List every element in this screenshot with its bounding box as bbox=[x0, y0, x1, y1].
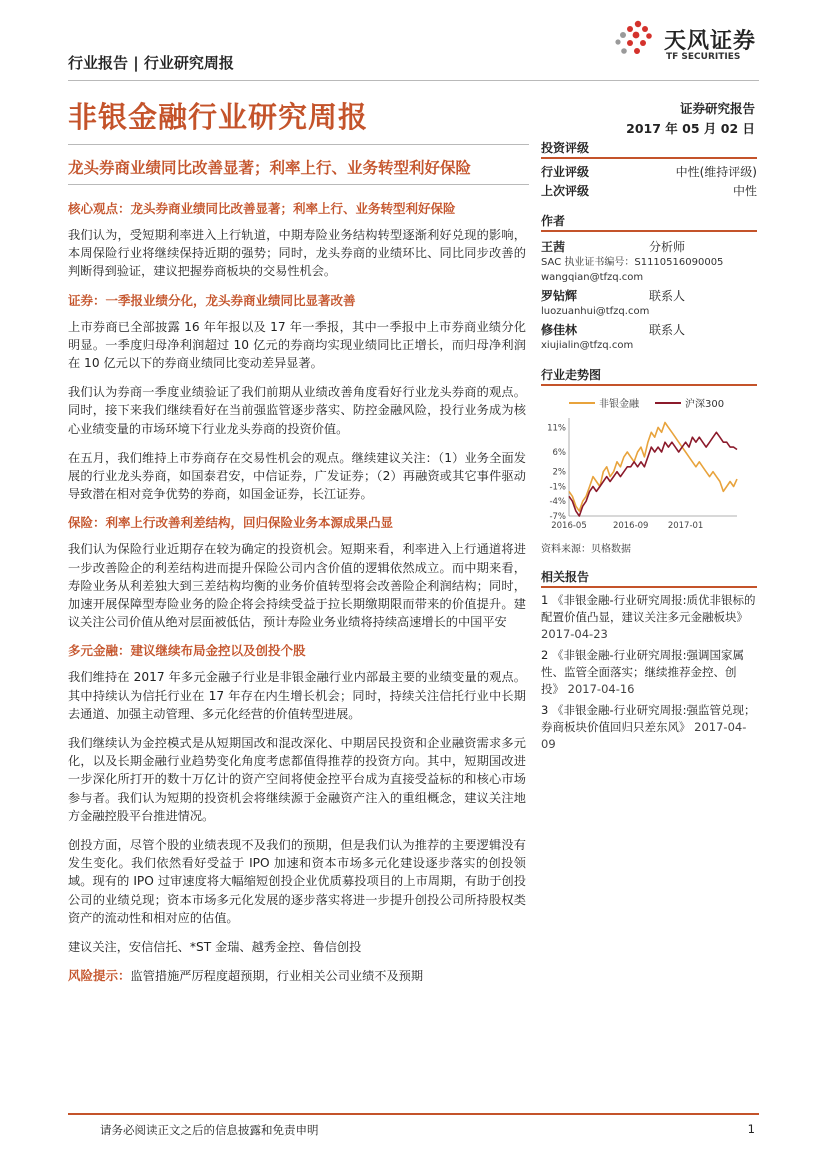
report-category: 行业报告 | 行业研究周报 bbox=[68, 54, 234, 72]
rating-key: 行业评级 bbox=[541, 165, 590, 179]
related-report-title: 1 《非银金融-行业研究周报:质优非银标的配置价值凸显，建议关注多元金融板块》 bbox=[541, 593, 756, 624]
section-heading: 证券：一季报业绩分化，龙头券商业绩同比显著改善 bbox=[68, 292, 356, 308]
section-heading: 保险：利率上行改善利差结构，回归保险业务本源成果凸显 bbox=[68, 515, 394, 531]
y-tick-label: -7% bbox=[549, 512, 566, 522]
legend-label: 非银金融 bbox=[599, 399, 639, 410]
section-heading: 多元金融：建议继续布局金控以及创投个股 bbox=[68, 643, 306, 659]
y-tick-label: -4% bbox=[549, 497, 566, 508]
author-name: 王茜 bbox=[541, 240, 566, 254]
y-tick-label: 11% bbox=[547, 423, 566, 434]
related-list bbox=[541, 592, 757, 753]
header-rule bbox=[68, 80, 759, 81]
author-list bbox=[541, 240, 757, 353]
risk-text: 监管措施严厉程度超预期，行业相关公司业绩不及预期 bbox=[130, 969, 424, 984]
legend-label: 沪深300 bbox=[685, 399, 725, 410]
author-name: 修佳林 bbox=[541, 323, 578, 337]
related-report-title: 2 《非银金融-行业研究周报:强调国家属性、监管全面落实；继续推荐金控、创投》 bbox=[541, 648, 744, 696]
report-date: 2017 年 05 月 02 日 bbox=[626, 121, 755, 136]
author-item bbox=[541, 289, 757, 319]
author-item bbox=[541, 323, 757, 353]
body-paragraph: 我们维持在 2017 年多元金融子行业是非银金融行业内部最主要的业绩变量的观点。其中持续认为信托行业在 17 年存在内生增长机会；同时，持续关注信托行业中长期去通道、加强主动管理、多元化经营的价值转型进展。 bbox=[68, 670, 526, 721]
y-tick-label: 6% bbox=[552, 448, 566, 458]
author-role: 分析师 bbox=[649, 240, 686, 254]
rating-row bbox=[541, 163, 757, 182]
brand-logo-icon bbox=[612, 20, 658, 58]
body-paragraph: 创投方面，尽管个股的业绩表现不及我们的预期，但是我们认为推荐的主要逻辑没有发生变化。我们依然看好受益于 IPO 加速和资本市场多元化建设逐步落实的创投领域。现有的 IPO 过审速度将大幅缩短创投企业优质募投项目的上市周期，有助于创投公司的业绩兑现；资本市场多元化发展的逐步落实将进一步提升创投公司所持股权类资产的流动性和相对应的估值。 bbox=[68, 838, 526, 925]
related-report-date: 2017-04-09 bbox=[541, 720, 747, 751]
x-tick-label: 2016-05 bbox=[551, 521, 587, 531]
author-cert: SAC 执业证书编号：S1110516090005 bbox=[541, 257, 724, 268]
trend-chart bbox=[541, 394, 757, 534]
body-paragraph: 我们认为保险行业近期存在较为确定的投资机会。短期来看，利率进入上行通道将进一步改善险企的利差结构进而提升保险公司内含价值的逻辑依然成立。而中期来看，寿险业务从利差独大到三差结构均衡的业务价值转型将会改善险企利润结构；同时，加速开展保障型寿险业务的险企将会持续受益于拉长期缴期限而带来的价值提升。建议关注公司价值从绝对层面被低估，预计寿险业务业绩将持续高速增长的中国平安 bbox=[68, 542, 526, 630]
related-report-date: 2017-04-16 bbox=[567, 682, 635, 696]
author-email[interactable]: wangqian@tfzq.com bbox=[541, 272, 644, 283]
page-number: 1 bbox=[747, 1122, 755, 1136]
author-role: 联系人 bbox=[649, 289, 686, 303]
trend-heading: 行业走势图 bbox=[541, 367, 757, 386]
rating-value: 中性(维持评级) bbox=[675, 165, 757, 179]
report-type: 证券研究报告 bbox=[679, 101, 755, 116]
brand-name-en: TF SECURITIES bbox=[666, 52, 741, 62]
author-email[interactable]: xiujialin@tfzq.com bbox=[541, 340, 634, 351]
body-paragraph: 我们认为券商一季度业绩验证了我们前期从业绩改善角度看好行业龙头券商的观点。同时，接下来我们继续看好在当前强监管逐步落实、防控金融风险，投行业务成为核心业绩变量的市场环境下行业龙头券商的投资价值。 bbox=[68, 385, 526, 436]
title-rule bbox=[68, 144, 529, 145]
related-report-date: 2017-04-23 bbox=[541, 627, 608, 641]
body-paragraph: 我们认为，受短期利率进入上行轨道，中期寿险业务结构转型逐渐利好兑现的影响，本周保险行业将继续保持近期的强势；同时，龙头券商的业绩环比、同比同步改善的判断得到验证，建议把握券商板块的交易性机会。 bbox=[68, 228, 526, 279]
risk-warning bbox=[68, 967, 526, 985]
author-name: 罗钻辉 bbox=[541, 289, 578, 303]
chart-source: 资料来源：贝格数据 bbox=[541, 544, 631, 555]
rating-value: 中性 bbox=[732, 184, 757, 198]
related-report-item[interactable] bbox=[541, 592, 757, 643]
related-report-item[interactable] bbox=[541, 647, 757, 698]
y-tick-label: -1% bbox=[549, 482, 566, 493]
rating-key: 上次评级 bbox=[541, 184, 590, 198]
sidebar bbox=[541, 140, 757, 753]
body-paragraph: 在五月，我们维持上市券商存在交易性机会的观点。继续建议关注：（1）业务全面发展的行业龙头券商，如国泰君安，中信证券，广发证券；（2）再融资或其它事件驱动导致潜在相对竞争优势的券商，如国金证券，长江证券。 bbox=[68, 450, 526, 502]
y-tick-label: 2% bbox=[552, 467, 566, 478]
brand-name-cn: 天风证券 bbox=[664, 29, 757, 54]
rating-table bbox=[541, 163, 757, 201]
page-title: 非银金融行业研究周报 bbox=[68, 100, 369, 134]
trend-chart-wrap bbox=[541, 394, 757, 538]
x-tick-label: 2016-09 bbox=[612, 521, 649, 531]
authors-heading: 作者 bbox=[541, 213, 757, 232]
footer-rule bbox=[68, 1113, 759, 1115]
rating-heading: 投资评级 bbox=[541, 140, 757, 159]
body-paragraph: 我们继续认为金控模式是从短期国改和混改深化、中期居民投资和企业融资需求多元化，以及长期金融行业趋势变化角度考虑都值得推荐的投资方向。其中，短期国改进一步深化所打开的数十万亿计的资产空间将使金控平台成为直接受益标的和核心市场参与者。我们认为短期的投资机会将继续源于金融资产注入的重组概念，建议关注地方金融控股平台推进情况。 bbox=[68, 736, 526, 823]
footer-disclaimer[interactable]: 请务必阅读正文之后的信息披露和免责申明 bbox=[100, 1123, 319, 1137]
series-line bbox=[569, 423, 737, 512]
subtitle-rule bbox=[68, 184, 529, 185]
section-heading: 核心观点：龙头券商业绩同比改善显著；利率上行、业务转型利好保险 bbox=[68, 201, 456, 216]
body-paragraph: 上市券商已全部披露 16 年年报以及 17 年一季报，其中一季报中上市券商业绩分化明显。一季度归母净利润超过 10 亿元的券商均实现业绩同比正增长，而归母净利润在 10 亿元以下的券商业绩同比变动差异显著。 bbox=[68, 319, 526, 371]
author-item bbox=[541, 240, 757, 285]
related-report-item[interactable] bbox=[541, 702, 757, 753]
x-tick-label: 2017-01 bbox=[667, 521, 704, 531]
author-role: 联系人 bbox=[649, 323, 686, 337]
body-paragraph: 建议关注，安信信托、*ST 金瑞、越秀金控、鲁信创投 bbox=[68, 940, 362, 955]
risk-label: 风险提示： bbox=[68, 968, 131, 984]
related-report-title: 3 《非银金融-行业研究周报:强监管兑现；券商板块价值回归只差东风》 bbox=[541, 703, 756, 734]
related-heading: 相关报告 bbox=[541, 569, 757, 588]
report-subtitle: 龙头券商业绩同比改善显著；利率上行、业务转型利好保险 bbox=[68, 159, 472, 177]
author-email[interactable]: luozuanhui@tfzq.com bbox=[541, 306, 650, 317]
report-body bbox=[68, 200, 526, 997]
rating-row bbox=[541, 182, 757, 201]
